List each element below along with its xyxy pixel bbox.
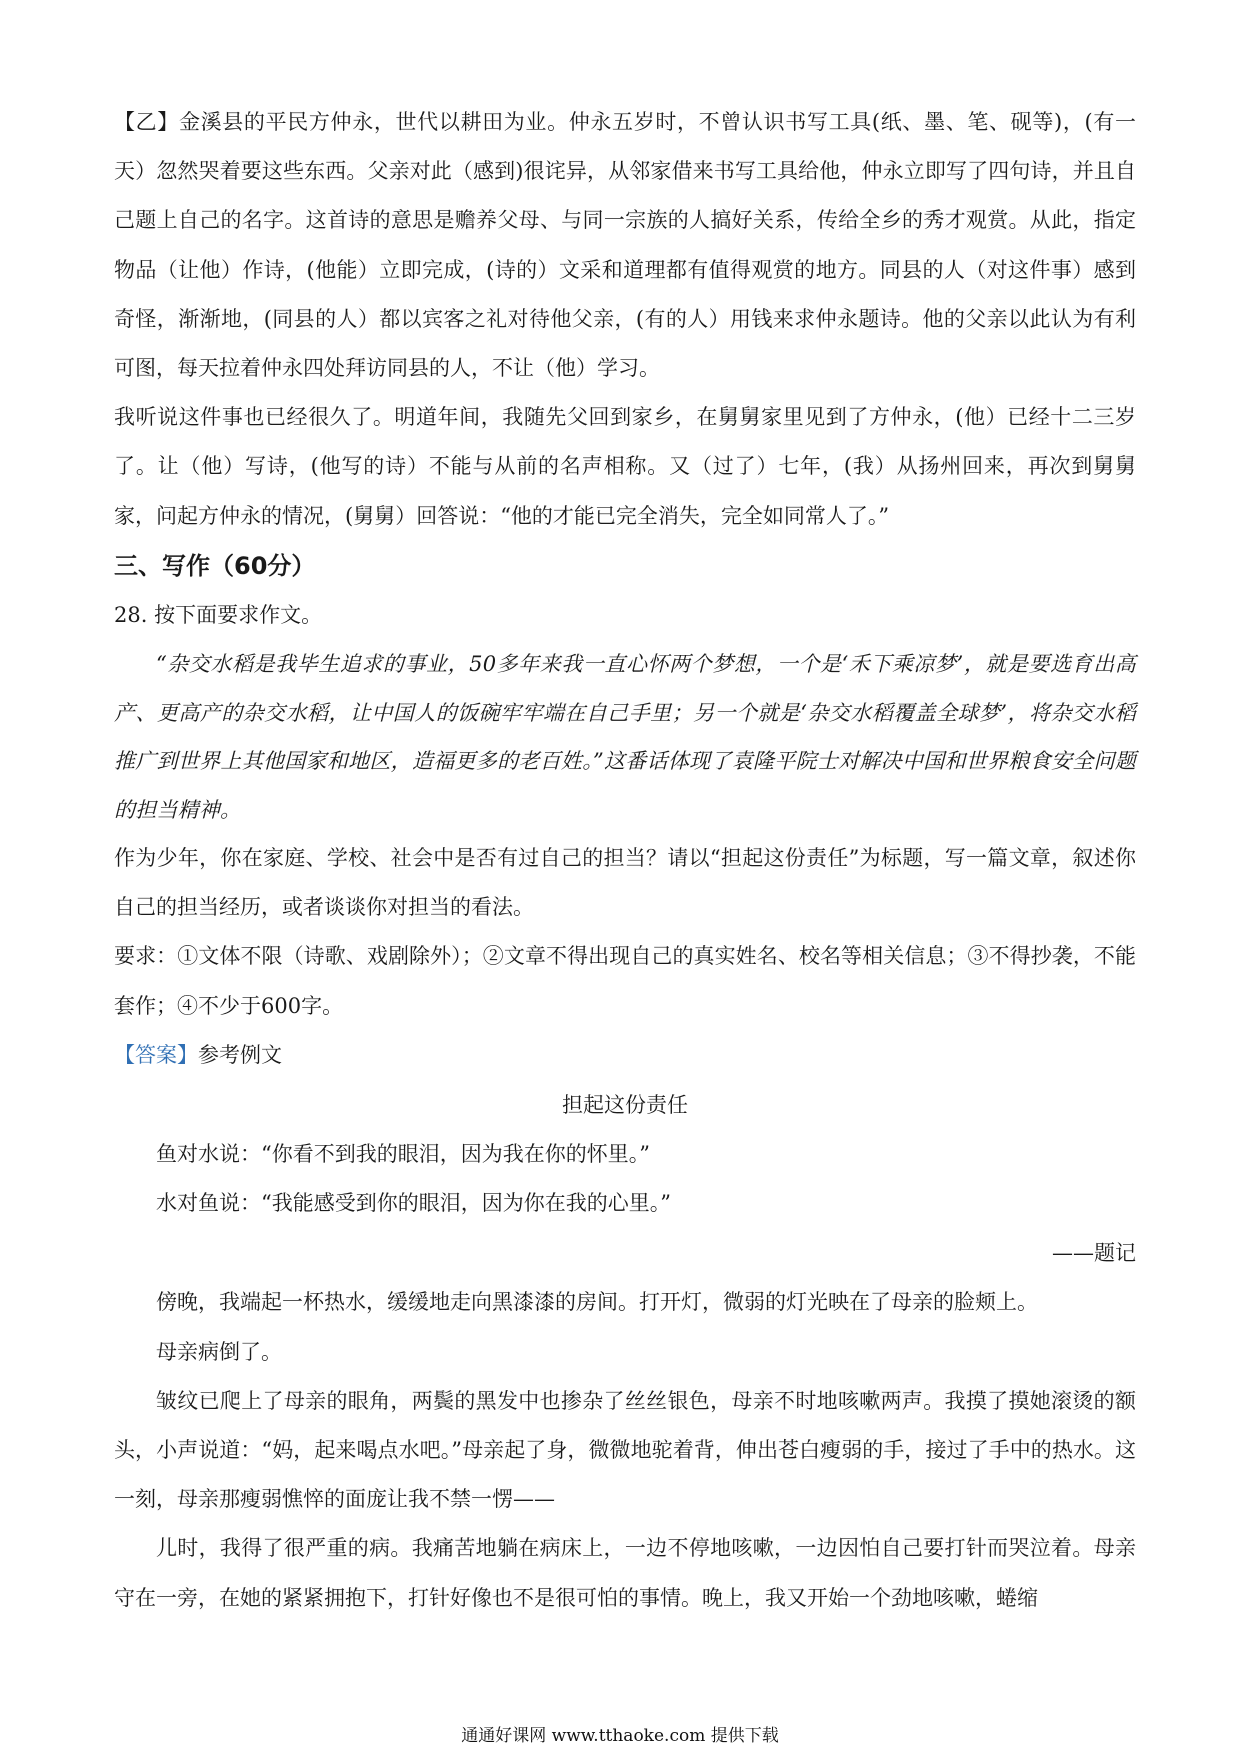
essay-paragraph-1: 傍晚，我端起一杯热水，缓缓地走向黑漆漆的房间。打开灯，微弱的灯光映在了母亲的脸颊上。 [156,1290,1038,1315]
question-28-requirements: 要求：①文体不限（诗歌、戏剧除外）；②文章不得出现自己的真实姓名、校名等相关信息；③不得抄袭，不能套作；④不少于600字。 [114,944,1136,1018]
answer-label: 参考例文 [198,1042,282,1067]
question-28-prompt: 28. 按下面要求作文。 [114,602,323,627]
question-28-task: 作为少年，你在家庭、学校、社会中是否有过自己的担当？请以“担起这份责任”为标题，写一篇文章，叙述你自己的担当经历，或者谈谈你对担当的看法。 [114,846,1136,920]
essay-dedication: ——题记 [1052,1241,1136,1266]
section-heading-writing: 三、写作（60分） [114,551,316,580]
essay-epigraph-line-1: 鱼对水说：“你看不到我的眼泪，因为我在你的怀里。” [156,1142,650,1167]
answer-tag: 【答案】 [114,1042,198,1067]
essay-title: 担起这份责任 [562,1093,688,1118]
question-28-quote: “杂交水稻是我毕生追求的事业，50多年来我一直心怀两个梦想，一个是‘禾下乘凉梦’，就是要选育出高产、更高产的杂交水稻，让中国人的饭碗牢牢端在自己手里；另一个就是‘杂交水稻覆盖全球梦’，将杂交水稻推广到世界上其他国家和地区，造福更多的老百姓。”这番话体现了袁隆平院士对解决中国和世界粮食安全问题的担当精神。 [114,652,1136,822]
essay-paragraph-4: 儿时，我得了很严重的病。我痛苦地躺在病床上，一边不停地咳嗽，一边因怕自己要打针而哭泣着。母亲守在一旁，在她的紧紧拥抱下，打针好像也不是很可怕的事情。晚上，我又开始一个劲地咳嗽，蜷缩 [114,1536,1136,1610]
page-footer: 通通好课网 www.tthaoke.com 提供下载 [461,1726,779,1746]
document-content [114,98,1136,1623]
essay-epigraph-line-2: 水对鱼说：“我能感受到你的眼泪，因为你在我的心里。” [156,1191,671,1216]
passage-yi-paragraph-1: 【乙】金溪县的平民方仲永，世代以耕田为业。仲永五岁时，不曾认识书写工具(纸、墨、笔、砚等)，(有一天）忽然哭着要这些东西。父亲对此（感到)很诧异，从邻家借来书写工具给他，仲永立即写了四句诗，并且自己题上自己的名字。这首诗的意思是赡养父母、与同一宗族的人搞好关系，传给全乡的秀才观赏。从此，指定物品（让他）作诗，(他能）立即完成，(诗的）文采和道理都有值得观赏的地方。同县的人（对这件事）感到奇怪，渐渐地，(同县的人）都以宾客之礼对待他父亲，(有的人）用钱来求仲永题诗。他的父亲以此认为有利可图，每天拉着仲永四处拜访同县的人，不让（他）学习。 [114,110,1136,381]
essay-paragraph-3: 皱纹已爬上了母亲的眼角，两鬓的黑发中也掺杂了丝丝银色，母亲不时地咳嗽两声。我摸了摸她滚烫的额头，小声说道：“妈，起来喝点水吧。”母亲起了身，微微地驼着背，伸出苍白瘦弱的手，接过了手中的热水。这一刻，母亲那瘦弱憔悴的面庞让我不禁一愣—— [114,1388,1136,1512]
passage-yi-paragraph-2: 我听说这件事也已经很久了。明道年间，我随先父回到家乡，在舅舅家里见到了方仲永，(他）已经十二三岁了。让（他）写诗，(他写的诗）不能与从前的名声相称。又（过了）七年，(我）从扬州回来，再次到舅舅家，问起方仲永的情况，(舅舅）回答说：“他的才能已完全消失，完全如同常人了。” [114,405,1136,528]
essay-paragraph-2: 母亲病倒了。 [156,1339,282,1364]
answer-line [114,1031,1136,1080]
